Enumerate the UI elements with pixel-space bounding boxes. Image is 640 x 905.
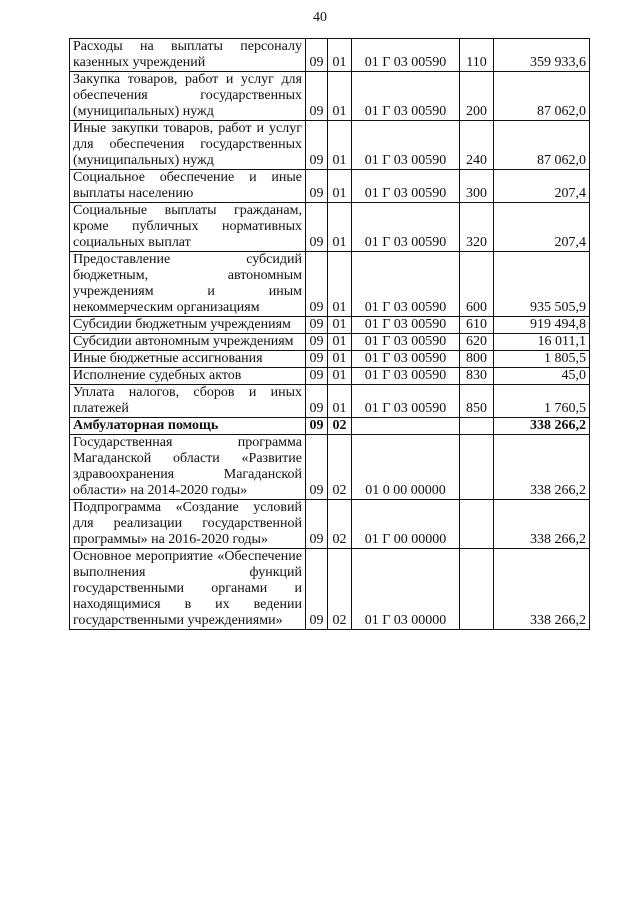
table-row <box>70 418 590 435</box>
row-section-cell: 09 <box>306 203 328 252</box>
row-section-cell: 09 <box>306 418 328 435</box>
row-name-cell: Иные закупки товаров, работ и услуг для обеспечения государственных (муниципальных) нужд <box>70 121 306 170</box>
row-section-cell: 09 <box>306 317 328 334</box>
row-amount-cell: 935 505,9 <box>494 252 590 317</box>
row-name-cell: Амбулаторная помощь <box>70 418 306 435</box>
row-target-code-cell: 01 Г 00 00000 <box>352 500 460 549</box>
row-target-code-cell: 01 Г 03 00590 <box>352 39 460 72</box>
row-amount-cell: 87 062,0 <box>494 72 590 121</box>
table-row <box>70 385 590 418</box>
row-subsection-cell: 02 <box>328 418 352 435</box>
row-name-cell: Субсидии бюджетным учреждениям <box>70 317 306 334</box>
table-row <box>70 435 590 500</box>
row-amount-cell: 338 266,2 <box>494 435 590 500</box>
row-expense-type-cell: 240 <box>460 121 494 170</box>
row-section-cell: 09 <box>306 351 328 368</box>
table-row <box>70 351 590 368</box>
row-section-cell: 09 <box>306 39 328 72</box>
row-section-cell: 09 <box>306 500 328 549</box>
row-subsection-cell: 01 <box>328 203 352 252</box>
table-row <box>70 203 590 252</box>
row-name-cell: Социальные выплаты гражданам, кроме публичных нормативных социальных выплат <box>70 203 306 252</box>
row-section-cell: 09 <box>306 368 328 385</box>
row-target-code-cell: 01 Г 03 00590 <box>352 203 460 252</box>
row-expense-type-cell <box>460 500 494 549</box>
row-subsection-cell: 01 <box>328 368 352 385</box>
row-section-cell: 09 <box>306 72 328 121</box>
table-row <box>70 500 590 549</box>
row-subsection-cell: 02 <box>328 500 352 549</box>
row-target-code-cell: 01 Г 03 00590 <box>352 121 460 170</box>
row-name-cell: Государственная программа Магаданской области «Развитие здравоохранения Магаданской области» на 2014-2020 годы» <box>70 435 306 500</box>
table-row <box>70 252 590 317</box>
row-section-cell: 09 <box>306 121 328 170</box>
row-subsection-cell: 01 <box>328 170 352 203</box>
row-amount-cell: 87 062,0 <box>494 121 590 170</box>
row-subsection-cell: 02 <box>328 549 352 630</box>
row-subsection-cell: 01 <box>328 385 352 418</box>
row-name-cell: Подпрограмма «Создание условий для реализации государственной программы» на 2016-2020 годы» <box>70 500 306 549</box>
row-name-cell: Уплата налогов, сборов и иных платежей <box>70 385 306 418</box>
row-expense-type-cell: 610 <box>460 317 494 334</box>
row-section-cell: 09 <box>306 252 328 317</box>
table-row <box>70 121 590 170</box>
row-target-code-cell: 01 0 00 00000 <box>352 435 460 500</box>
row-subsection-cell: 01 <box>328 39 352 72</box>
row-target-code-cell: 01 Г 03 00590 <box>352 385 460 418</box>
row-subsection-cell: 01 <box>328 121 352 170</box>
budget-table <box>69 38 590 630</box>
page-number: 40 <box>313 10 327 25</box>
row-amount-cell: 338 266,2 <box>494 418 590 435</box>
row-target-code-cell: 01 Г 03 00590 <box>352 72 460 121</box>
table-row <box>70 317 590 334</box>
row-subsection-cell: 01 <box>328 252 352 317</box>
row-subsection-cell: 02 <box>328 435 352 500</box>
row-subsection-cell: 01 <box>328 351 352 368</box>
row-name-cell: Субсидии автономным учреждениям <box>70 334 306 351</box>
row-name-cell: Закупка товаров, работ и услуг для обеспечения государственных (муниципальных) нужд <box>70 72 306 121</box>
row-section-cell: 09 <box>306 435 328 500</box>
row-expense-type-cell: 110 <box>460 39 494 72</box>
row-section-cell: 09 <box>306 334 328 351</box>
row-amount-cell: 45,0 <box>494 368 590 385</box>
row-target-code-cell: 01 Г 03 00590 <box>352 368 460 385</box>
row-section-cell: 09 <box>306 170 328 203</box>
table-row <box>70 549 590 630</box>
row-target-code-cell: 01 Г 03 00590 <box>352 351 460 368</box>
row-target-code-cell: 01 Г 03 00590 <box>352 252 460 317</box>
row-target-code-cell: 01 Г 03 00590 <box>352 317 460 334</box>
row-amount-cell: 359 933,6 <box>494 39 590 72</box>
row-name-cell: Иные бюджетные ассигнования <box>70 351 306 368</box>
row-target-code-cell: 01 Г 03 00000 <box>352 549 460 630</box>
row-section-cell: 09 <box>306 549 328 630</box>
row-name-cell: Исполнение судебных актов <box>70 368 306 385</box>
row-expense-type-cell <box>460 549 494 630</box>
row-amount-cell: 338 266,2 <box>494 549 590 630</box>
row-expense-type-cell <box>460 418 494 435</box>
row-name-cell: Основное мероприятие «Обеспечение выполнения функций государственными органами и находящимися в их ведении государственными учреждениями» <box>70 549 306 630</box>
row-expense-type-cell: 320 <box>460 203 494 252</box>
row-name-cell: Расходы на выплаты персоналу казенных учреждений <box>70 39 306 72</box>
table-row <box>70 368 590 385</box>
row-expense-type-cell: 300 <box>460 170 494 203</box>
row-name-cell: Социальное обеспечение и иные выплаты населению <box>70 170 306 203</box>
row-expense-type-cell: 620 <box>460 334 494 351</box>
row-expense-type-cell: 850 <box>460 385 494 418</box>
table-row <box>70 334 590 351</box>
table-row <box>70 72 590 121</box>
row-expense-type-cell: 600 <box>460 252 494 317</box>
row-amount-cell: 919 494,8 <box>494 317 590 334</box>
row-amount-cell: 1 805,5 <box>494 351 590 368</box>
row-expense-type-cell: 800 <box>460 351 494 368</box>
row-expense-type-cell: 830 <box>460 368 494 385</box>
table-row <box>70 39 590 72</box>
row-target-code-cell: 01 Г 03 00590 <box>352 334 460 351</box>
row-subsection-cell: 01 <box>328 334 352 351</box>
row-amount-cell: 1 760,5 <box>494 385 590 418</box>
row-expense-type-cell: 200 <box>460 72 494 121</box>
row-expense-type-cell <box>460 435 494 500</box>
row-amount-cell: 207,4 <box>494 170 590 203</box>
row-target-code-cell: 01 Г 03 00590 <box>352 170 460 203</box>
row-section-cell: 09 <box>306 385 328 418</box>
row-target-code-cell <box>352 418 460 435</box>
row-amount-cell: 338 266,2 <box>494 500 590 549</box>
row-subsection-cell: 01 <box>328 72 352 121</box>
row-name-cell: Предоставление субсидий бюджетным, автономным учреждениям и иным некоммерческим организациям <box>70 252 306 317</box>
row-amount-cell: 16 011,1 <box>494 334 590 351</box>
row-subsection-cell: 01 <box>328 317 352 334</box>
table-row <box>70 170 590 203</box>
row-amount-cell: 207,4 <box>494 203 590 252</box>
